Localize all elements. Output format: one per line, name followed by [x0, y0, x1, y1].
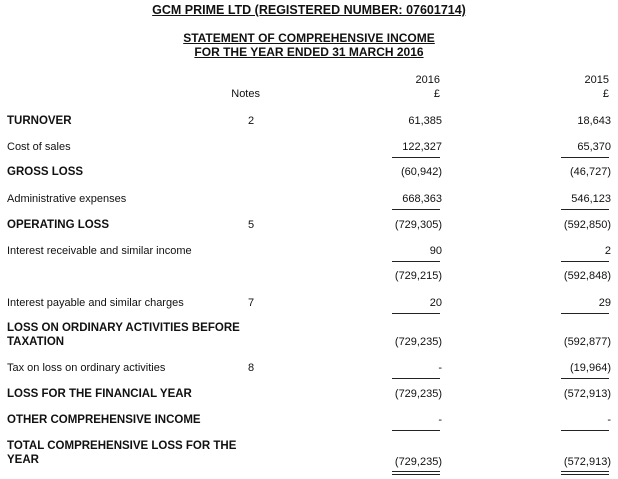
subtotal-rule — [392, 378, 440, 379]
value-2015: 65,370 — [577, 141, 611, 153]
total-double-rule — [392, 471, 440, 475]
year-2015-header: 2015 — [584, 74, 609, 86]
value-2016: (729,235) — [394, 336, 442, 348]
value-2015: (592,877) — [563, 336, 611, 348]
value-2016: (60,942) — [401, 166, 442, 178]
row-label-operating-loss: OPERATING LOSS — [7, 219, 110, 231]
row-label-loss-for-year: LOSS FOR THE FINANCIAL YEAR — [7, 388, 192, 400]
value-2015: (572,913) — [563, 456, 611, 468]
value-2016: - — [438, 414, 442, 426]
subtotal-rule — [392, 261, 440, 262]
subtotal-rule — [392, 157, 440, 158]
value-2015: 2 — [604, 245, 611, 257]
value-2016: 668,363 — [402, 193, 442, 205]
row-label-interest-payable: Interest payable and similar charges — [7, 297, 184, 309]
value-2015: 546,123 — [571, 193, 611, 205]
row-label-other-comprehensive-income: OTHER COMPREHENSIVE INCOME — [7, 414, 201, 426]
row-note: 8 — [247, 362, 255, 374]
value-2015: (19,964) — [570, 362, 611, 374]
row-label-turnover: TURNOVER — [7, 115, 72, 127]
row-label-total-comprehensive-loss: TOTAL COMPREHENSIVE LOSS FOR THE — [7, 440, 237, 452]
subtotal-rule — [561, 209, 609, 210]
statement-period: FOR THE YEAR ENDED 31 MARCH 2016 — [194, 45, 424, 59]
row-note: 7 — [247, 297, 255, 309]
value-2016: 20 — [429, 297, 442, 309]
year-2016-header: 2016 — [415, 74, 440, 86]
value-2016: 90 — [429, 245, 442, 257]
row-label-tax-on-loss: Tax on loss on ordinary activities — [7, 362, 166, 374]
row-label-loss-before-taxation-cont: TAXATION — [7, 336, 65, 348]
notes-column-header: Notes — [231, 88, 260, 100]
value-2016: (729,235) — [394, 456, 442, 468]
subtotal-rule — [392, 313, 440, 314]
subtotal-rule — [392, 430, 440, 431]
row-label-gross-loss: GROSS LOSS — [7, 166, 84, 178]
subtotal-rule — [561, 313, 609, 314]
row-note: 2 — [247, 115, 255, 127]
row-label-loss-before-taxation: LOSS ON ORDINARY ACTIVITIES BEFORE — [7, 322, 240, 334]
value-2015: - — [607, 414, 611, 426]
row-note: 5 — [247, 219, 255, 231]
company-heading: GCM PRIME LTD (REGISTERED NUMBER: 07601714) — [152, 3, 466, 17]
subtotal-rule — [561, 157, 609, 158]
statement-title: STATEMENT OF COMPREHENSIVE INCOME — [183, 31, 435, 45]
currency-2016: £ — [433, 88, 440, 100]
value-2016: 122,327 — [402, 141, 442, 153]
value-2015: (46,727) — [570, 166, 611, 178]
value-2015: 18,643 — [577, 115, 611, 127]
subtotal-rule — [561, 430, 609, 431]
value-2015: (592,848) — [563, 270, 611, 282]
subtotal-rule — [561, 261, 609, 262]
value-2016: (729,235) — [394, 388, 442, 400]
subtotal-rule — [561, 378, 609, 379]
value-2015: (572,913) — [563, 388, 611, 400]
row-label-cost-of-sales: Cost of sales — [7, 141, 71, 153]
currency-2015: £ — [602, 88, 609, 100]
value-2015: 29 — [598, 297, 611, 309]
total-double-rule — [561, 471, 609, 475]
value-2015: (592,850) — [563, 219, 611, 231]
value-2016: 61,385 — [408, 115, 442, 127]
row-label-total-comprehensive-loss-cont: YEAR — [7, 454, 39, 466]
value-2016: (729,305) — [394, 219, 442, 231]
value-2016: - — [438, 362, 442, 374]
row-label-interest-receivable: Interest receivable and similar income — [7, 245, 192, 257]
row-label-administrative-expenses: Administrative expenses — [7, 193, 127, 205]
subtotal-rule — [392, 209, 440, 210]
value-2016: (729,215) — [394, 270, 442, 282]
